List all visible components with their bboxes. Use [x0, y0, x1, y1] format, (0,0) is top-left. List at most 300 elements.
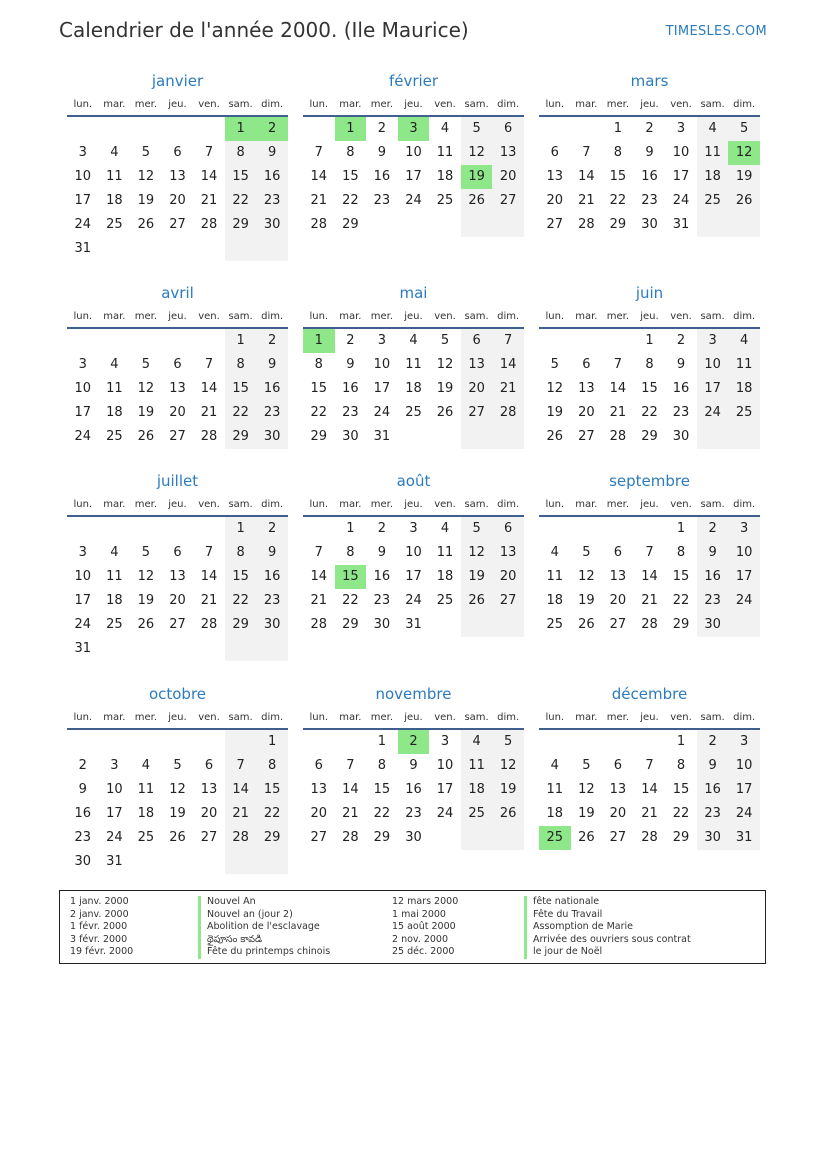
day-cell: 24 — [728, 589, 760, 613]
day-cell: 11 — [436, 545, 454, 560]
legend-names-right — [524, 896, 691, 959]
weekday-label: sam. — [228, 499, 253, 510]
day-cell: 24 — [106, 830, 123, 845]
brand-link[interactable]: TIMESLES.COM — [665, 24, 767, 39]
day-cell: 21 — [310, 193, 328, 208]
weekday-label: mer. — [134, 712, 158, 723]
day-cell: 7 — [204, 145, 214, 160]
day-grid — [303, 117, 524, 237]
weekday-label: dim. — [733, 311, 756, 322]
day-cell: 22 — [373, 806, 391, 821]
weekday-header — [67, 495, 288, 517]
day-cell: 13 — [169, 169, 186, 184]
day-cell: 29 — [225, 613, 257, 637]
day-cell: 3 — [440, 734, 450, 749]
weekday-label: ven. — [434, 712, 456, 723]
day-cell: 8 — [645, 357, 654, 372]
month-name: décembre — [611, 685, 688, 703]
day-cell: 11 — [405, 357, 422, 372]
legend-holiday-name: le jour de Noël — [524, 946, 691, 959]
weekday-label: lun. — [545, 712, 565, 723]
day-cell: 6 — [550, 145, 559, 160]
legend-holiday-name: Assomption de Marie — [524, 921, 691, 934]
empty-cell — [67, 730, 99, 754]
month-4 — [303, 282, 524, 449]
day-grid — [539, 117, 760, 237]
day-cell: 13 — [169, 569, 186, 584]
weekday-label: sam. — [700, 712, 725, 723]
day-cell: 29 — [225, 425, 257, 449]
weekday-label: ven. — [670, 99, 692, 110]
day-cell: 6 — [173, 357, 182, 372]
day-cell: 24 — [728, 802, 760, 826]
month-name: novembre — [375, 685, 452, 703]
day-cell: 21 — [200, 593, 218, 608]
day-cell: 20 — [492, 565, 524, 589]
day-cell: 19 — [137, 593, 155, 608]
weekday-header — [539, 307, 760, 329]
day-cell: 7 — [346, 758, 355, 773]
weekday-label: mar. — [339, 99, 362, 110]
day-cell: 4 — [110, 357, 119, 372]
empty-cell — [193, 730, 225, 754]
day-cell: 1 — [225, 329, 257, 353]
day-cell: 9 — [256, 141, 288, 165]
day-cell: 15 — [225, 565, 257, 589]
day-cell: 3 — [110, 758, 119, 773]
day-cell: 15 — [256, 778, 288, 802]
holiday-day-cell: 2 — [398, 730, 430, 754]
empty-cell — [429, 613, 461, 637]
day-cell: 26 — [137, 429, 155, 444]
month-name: octobre — [148, 685, 207, 703]
weekday-label: sam. — [464, 311, 489, 322]
empty-cell — [162, 850, 194, 874]
day-cell: 26 — [461, 189, 493, 213]
month-5 — [539, 282, 760, 449]
day-cell: 4 — [550, 758, 559, 773]
holiday-day-cell: 12 — [728, 141, 760, 165]
day-grid — [67, 517, 288, 661]
month-1 — [303, 70, 524, 237]
day-cell: 2 — [256, 329, 288, 353]
day-cell: 20 — [461, 377, 493, 401]
empty-cell — [492, 826, 524, 850]
legend-date: 3 févr. 2000 — [70, 933, 128, 945]
page-title: Calendrier de l'année 2000. (Ile Maurice) — [59, 18, 469, 42]
weekday-label: mar. — [339, 311, 362, 322]
empty-cell — [130, 730, 162, 754]
day-cell: 13 — [310, 782, 328, 797]
empty-cell — [539, 329, 571, 353]
holiday-day-cell: 1 — [303, 329, 335, 353]
day-cell: 1 — [676, 521, 686, 536]
day-cell: 1 — [676, 734, 686, 749]
legend-holiday-name: Abolition de l'esclavage — [198, 921, 330, 934]
empty-cell — [461, 613, 493, 637]
weekday-label: sam. — [700, 99, 725, 110]
day-cell: 2 — [645, 121, 654, 136]
empty-cell — [99, 730, 131, 754]
day-cell: 3 — [728, 517, 760, 541]
legend-holiday-name: Nouvel An — [198, 896, 330, 909]
day-cell: 5 — [440, 333, 450, 348]
empty-cell — [602, 329, 634, 353]
day-cell: 22 — [342, 593, 359, 608]
day-cell: 27 — [169, 617, 186, 632]
empty-cell — [728, 213, 760, 237]
day-cell: 4 — [697, 117, 729, 141]
day-cell: 17 — [106, 806, 123, 821]
day-cell: 7 — [492, 329, 524, 353]
day-cell: 20 — [169, 593, 186, 608]
day-cell: 22 — [225, 589, 257, 613]
empty-cell — [728, 613, 760, 637]
weekday-label: sam. — [228, 712, 253, 723]
day-cell: 31 — [672, 217, 690, 232]
day-cell: 10 — [373, 357, 391, 372]
day-cell: 12 — [169, 782, 186, 797]
day-cell: 13 — [169, 381, 186, 396]
weekday-label: mer. — [606, 712, 630, 723]
weekday-label: mer. — [606, 499, 630, 510]
day-cell: 21 — [609, 405, 627, 420]
day-cell: 20 — [492, 165, 524, 189]
day-cell: 13 — [200, 782, 218, 797]
weekday-label: mar. — [575, 499, 598, 510]
weekday-label: lun. — [309, 311, 329, 322]
weekday-label: dim. — [497, 99, 520, 110]
empty-cell — [256, 850, 288, 874]
day-cell: 7 — [225, 754, 257, 778]
empty-cell — [193, 637, 225, 661]
empty-cell — [99, 329, 131, 353]
day-cell: 27 — [492, 189, 524, 213]
weekday-label: mar. — [339, 712, 362, 723]
day-cell: 12 — [546, 381, 564, 396]
day-cell: 20 — [169, 193, 186, 208]
day-cell: 19 — [137, 405, 155, 420]
weekday-label: mer. — [606, 311, 630, 322]
weekday-label: dim. — [261, 499, 284, 510]
day-cell: 3 — [676, 121, 686, 136]
day-cell: 25 — [546, 617, 564, 632]
day-cell: 28 — [578, 217, 595, 232]
weekday-label: dim. — [261, 712, 284, 723]
day-cell: 29 — [373, 830, 391, 845]
day-cell: 15 — [373, 782, 391, 797]
weekday-label: lun. — [545, 499, 565, 510]
day-cell: 1 — [377, 734, 387, 749]
day-cell: 6 — [613, 545, 623, 560]
day-cell: 29 — [342, 217, 359, 232]
day-cell: 5 — [141, 545, 151, 560]
day-cell: 22 — [609, 193, 627, 208]
day-cell: 19 — [169, 806, 186, 821]
day-cell: 28 — [200, 429, 218, 444]
holiday-day-cell: 1 — [225, 117, 257, 141]
day-cell: 2 — [256, 517, 288, 541]
day-cell: 11 — [697, 141, 729, 165]
day-cell: 26 — [137, 217, 155, 232]
day-cell: 27 — [609, 830, 627, 845]
day-cell: 18 — [546, 593, 564, 608]
day-cell: 14 — [609, 381, 627, 396]
day-cell: 30 — [697, 826, 729, 850]
day-cell: 10 — [405, 545, 422, 560]
day-cell: 9 — [377, 545, 387, 560]
day-cell: 5 — [141, 145, 151, 160]
day-cell: 10 — [697, 353, 729, 377]
weekday-label: lun. — [73, 99, 93, 110]
empty-cell — [67, 329, 99, 353]
day-cell: 23 — [256, 401, 288, 425]
empty-cell — [697, 213, 729, 237]
weekday-label: jeu. — [168, 311, 187, 322]
day-cell: 14 — [200, 381, 218, 396]
day-cell: 21 — [342, 806, 359, 821]
day-cell: 29 — [225, 213, 257, 237]
weekday-label: ven. — [670, 311, 692, 322]
day-cell: 2 — [78, 758, 87, 773]
empty-cell — [539, 730, 571, 754]
day-cell: 31 — [405, 617, 422, 632]
weekday-label: lun. — [309, 499, 329, 510]
empty-cell — [571, 117, 603, 141]
day-cell: 21 — [578, 193, 595, 208]
weekday-label: lun. — [73, 712, 93, 723]
day-cell: 13 — [461, 353, 493, 377]
weekday-label: sam. — [464, 712, 489, 723]
day-cell: 31 — [373, 429, 391, 444]
day-cell: 23 — [373, 193, 391, 208]
day-cell: 9 — [377, 145, 387, 160]
weekday-label: mer. — [370, 99, 394, 110]
day-cell: 30 — [672, 429, 690, 444]
holiday-day-cell: 3 — [398, 117, 430, 141]
day-cell: 31 — [74, 241, 92, 256]
weekday-label: ven. — [434, 311, 456, 322]
day-cell: 4 — [110, 145, 119, 160]
legend-date: 1 févr. 2000 — [70, 921, 128, 932]
day-cell: 10 — [436, 758, 454, 773]
day-cell: 7 — [204, 545, 214, 560]
empty-cell — [634, 517, 666, 541]
weekday-label: sam. — [464, 499, 489, 510]
day-cell: 16 — [373, 169, 391, 184]
day-cell: 22 — [225, 189, 257, 213]
holiday-day-cell: 15 — [335, 565, 367, 589]
day-cell: 19 — [578, 593, 595, 608]
day-cell: 9 — [676, 357, 686, 372]
weekday-header — [539, 708, 760, 730]
day-cell: 14 — [200, 169, 218, 184]
day-cell: 4 — [550, 545, 559, 560]
weekday-label: jeu. — [168, 99, 187, 110]
day-cell: 24 — [436, 806, 454, 821]
day-cell: 29 — [609, 217, 627, 232]
empty-cell — [193, 850, 225, 874]
day-grid — [539, 517, 760, 637]
day-cell: 20 — [609, 806, 627, 821]
day-cell: 1 — [613, 121, 623, 136]
empty-cell — [335, 730, 367, 754]
day-cell: 11 — [461, 754, 493, 778]
day-cell: 10 — [74, 169, 92, 184]
day-cell: 25 — [461, 802, 493, 826]
day-cell: 26 — [546, 429, 564, 444]
day-cell: 18 — [436, 169, 454, 184]
day-cell: 13 — [609, 782, 627, 797]
empty-cell — [130, 637, 162, 661]
weekday-label: mer. — [134, 499, 158, 510]
day-cell: 4 — [440, 121, 450, 136]
weekday-header — [67, 95, 288, 117]
day-cell: 25 — [728, 401, 760, 425]
legend-date: 19 févr. 2000 — [70, 946, 134, 957]
weekday-label: dim. — [497, 712, 520, 723]
weekday-label: mar. — [339, 499, 362, 510]
holiday-legend — [59, 890, 766, 964]
weekday-label: sam. — [700, 311, 725, 322]
month-name: septembre — [609, 472, 690, 490]
day-cell: 6 — [492, 517, 524, 541]
weekday-label: dim. — [497, 499, 520, 510]
day-cell: 5 — [173, 758, 182, 773]
day-cell: 16 — [641, 169, 658, 184]
weekday-label: jeu. — [404, 99, 423, 110]
day-cell: 3 — [78, 545, 87, 560]
weekday-label: mar. — [103, 311, 126, 322]
day-cell: 18 — [728, 377, 760, 401]
empty-cell — [602, 517, 634, 541]
empty-cell — [461, 826, 493, 850]
day-cell: 25 — [106, 617, 123, 632]
day-cell: 26 — [436, 405, 454, 420]
day-cell: 27 — [169, 217, 186, 232]
day-cell: 6 — [314, 758, 323, 773]
weekday-header — [539, 95, 760, 117]
weekday-label: lun. — [545, 311, 565, 322]
day-cell: 17 — [405, 569, 422, 584]
weekday-label: mer. — [370, 712, 394, 723]
day-cell: 3 — [78, 145, 87, 160]
day-cell: 27 — [578, 429, 595, 444]
empty-cell — [67, 117, 99, 141]
day-cell: 13 — [578, 381, 595, 396]
day-cell: 13 — [492, 141, 524, 165]
day-cell: 28 — [492, 401, 524, 425]
day-cell: 17 — [373, 381, 391, 396]
day-cell: 12 — [436, 357, 454, 372]
day-cell: 6 — [204, 758, 214, 773]
weekday-header — [303, 95, 524, 117]
day-cell: 29 — [310, 429, 328, 444]
empty-cell — [539, 117, 571, 141]
empty-cell — [99, 237, 131, 261]
day-cell: 17 — [728, 565, 760, 589]
weekday-label: ven. — [670, 499, 692, 510]
empty-cell — [225, 237, 257, 261]
empty-cell — [492, 613, 524, 637]
day-cell: 12 — [578, 569, 595, 584]
day-cell: 8 — [346, 145, 355, 160]
day-cell: 26 — [578, 617, 595, 632]
legend-date: 2 nov. 2000 — [392, 933, 448, 945]
legend-date: 1 janv. 2000 — [70, 896, 129, 907]
empty-cell — [99, 117, 131, 141]
day-cell: 29 — [641, 429, 658, 444]
day-cell: 30 — [74, 854, 92, 869]
month-9 — [67, 683, 288, 874]
day-cell: 28 — [200, 217, 218, 232]
day-cell: 11 — [106, 381, 123, 396]
day-cell: 18 — [405, 381, 422, 396]
day-cell: 15 — [672, 569, 690, 584]
weekday-label: lun. — [73, 311, 93, 322]
day-cell: 19 — [728, 165, 760, 189]
day-cell: 9 — [346, 357, 355, 372]
day-cell: 29 — [672, 617, 690, 632]
day-cell: 27 — [609, 617, 627, 632]
day-cell: 5 — [550, 357, 559, 372]
day-cell: 14 — [641, 569, 658, 584]
weekday-label: jeu. — [640, 712, 659, 723]
day-cell: 17 — [436, 782, 454, 797]
weekday-label: jeu. — [640, 311, 659, 322]
day-cell: 27 — [546, 217, 564, 232]
day-cell: 28 — [609, 429, 627, 444]
day-cell: 24 — [672, 193, 690, 208]
day-cell: 12 — [461, 541, 493, 565]
day-cell: 16 — [672, 381, 690, 396]
day-cell: 30 — [256, 213, 288, 237]
weekday-label: jeu. — [404, 499, 423, 510]
weekday-label: mer. — [134, 311, 158, 322]
day-cell: 31 — [106, 854, 123, 869]
day-cell: 23 — [342, 405, 359, 420]
legend-holiday-name: Fête du printemps chinois — [198, 946, 330, 959]
day-cell: 10 — [74, 569, 92, 584]
legend-names-left — [198, 896, 330, 959]
day-cell: 2 — [697, 517, 729, 541]
empty-cell — [130, 517, 162, 541]
day-cell: 22 — [256, 802, 288, 826]
day-cell: 21 — [641, 806, 658, 821]
day-cell: 9 — [409, 758, 418, 773]
day-cell: 1 — [645, 333, 654, 348]
legend-holiday-name: fête nationale — [524, 896, 691, 909]
day-cell: 21 — [310, 593, 328, 608]
day-cell: 11 — [106, 169, 123, 184]
weekday-header — [67, 708, 288, 730]
day-cell: 25 — [436, 593, 454, 608]
weekday-header — [303, 307, 524, 329]
day-cell: 23 — [641, 193, 658, 208]
legend-date: 15 août 2000 — [392, 921, 456, 932]
day-cell: 22 — [672, 593, 690, 608]
empty-cell — [461, 213, 493, 237]
day-cell: 17 — [672, 169, 690, 184]
weekday-label: ven. — [198, 311, 220, 322]
day-cell: 7 — [645, 758, 654, 773]
day-cell: 17 — [74, 593, 92, 608]
weekday-label: jeu. — [404, 311, 423, 322]
weekday-label: dim. — [733, 99, 756, 110]
empty-cell — [162, 637, 194, 661]
empty-cell — [193, 117, 225, 141]
day-cell: 23 — [373, 593, 391, 608]
